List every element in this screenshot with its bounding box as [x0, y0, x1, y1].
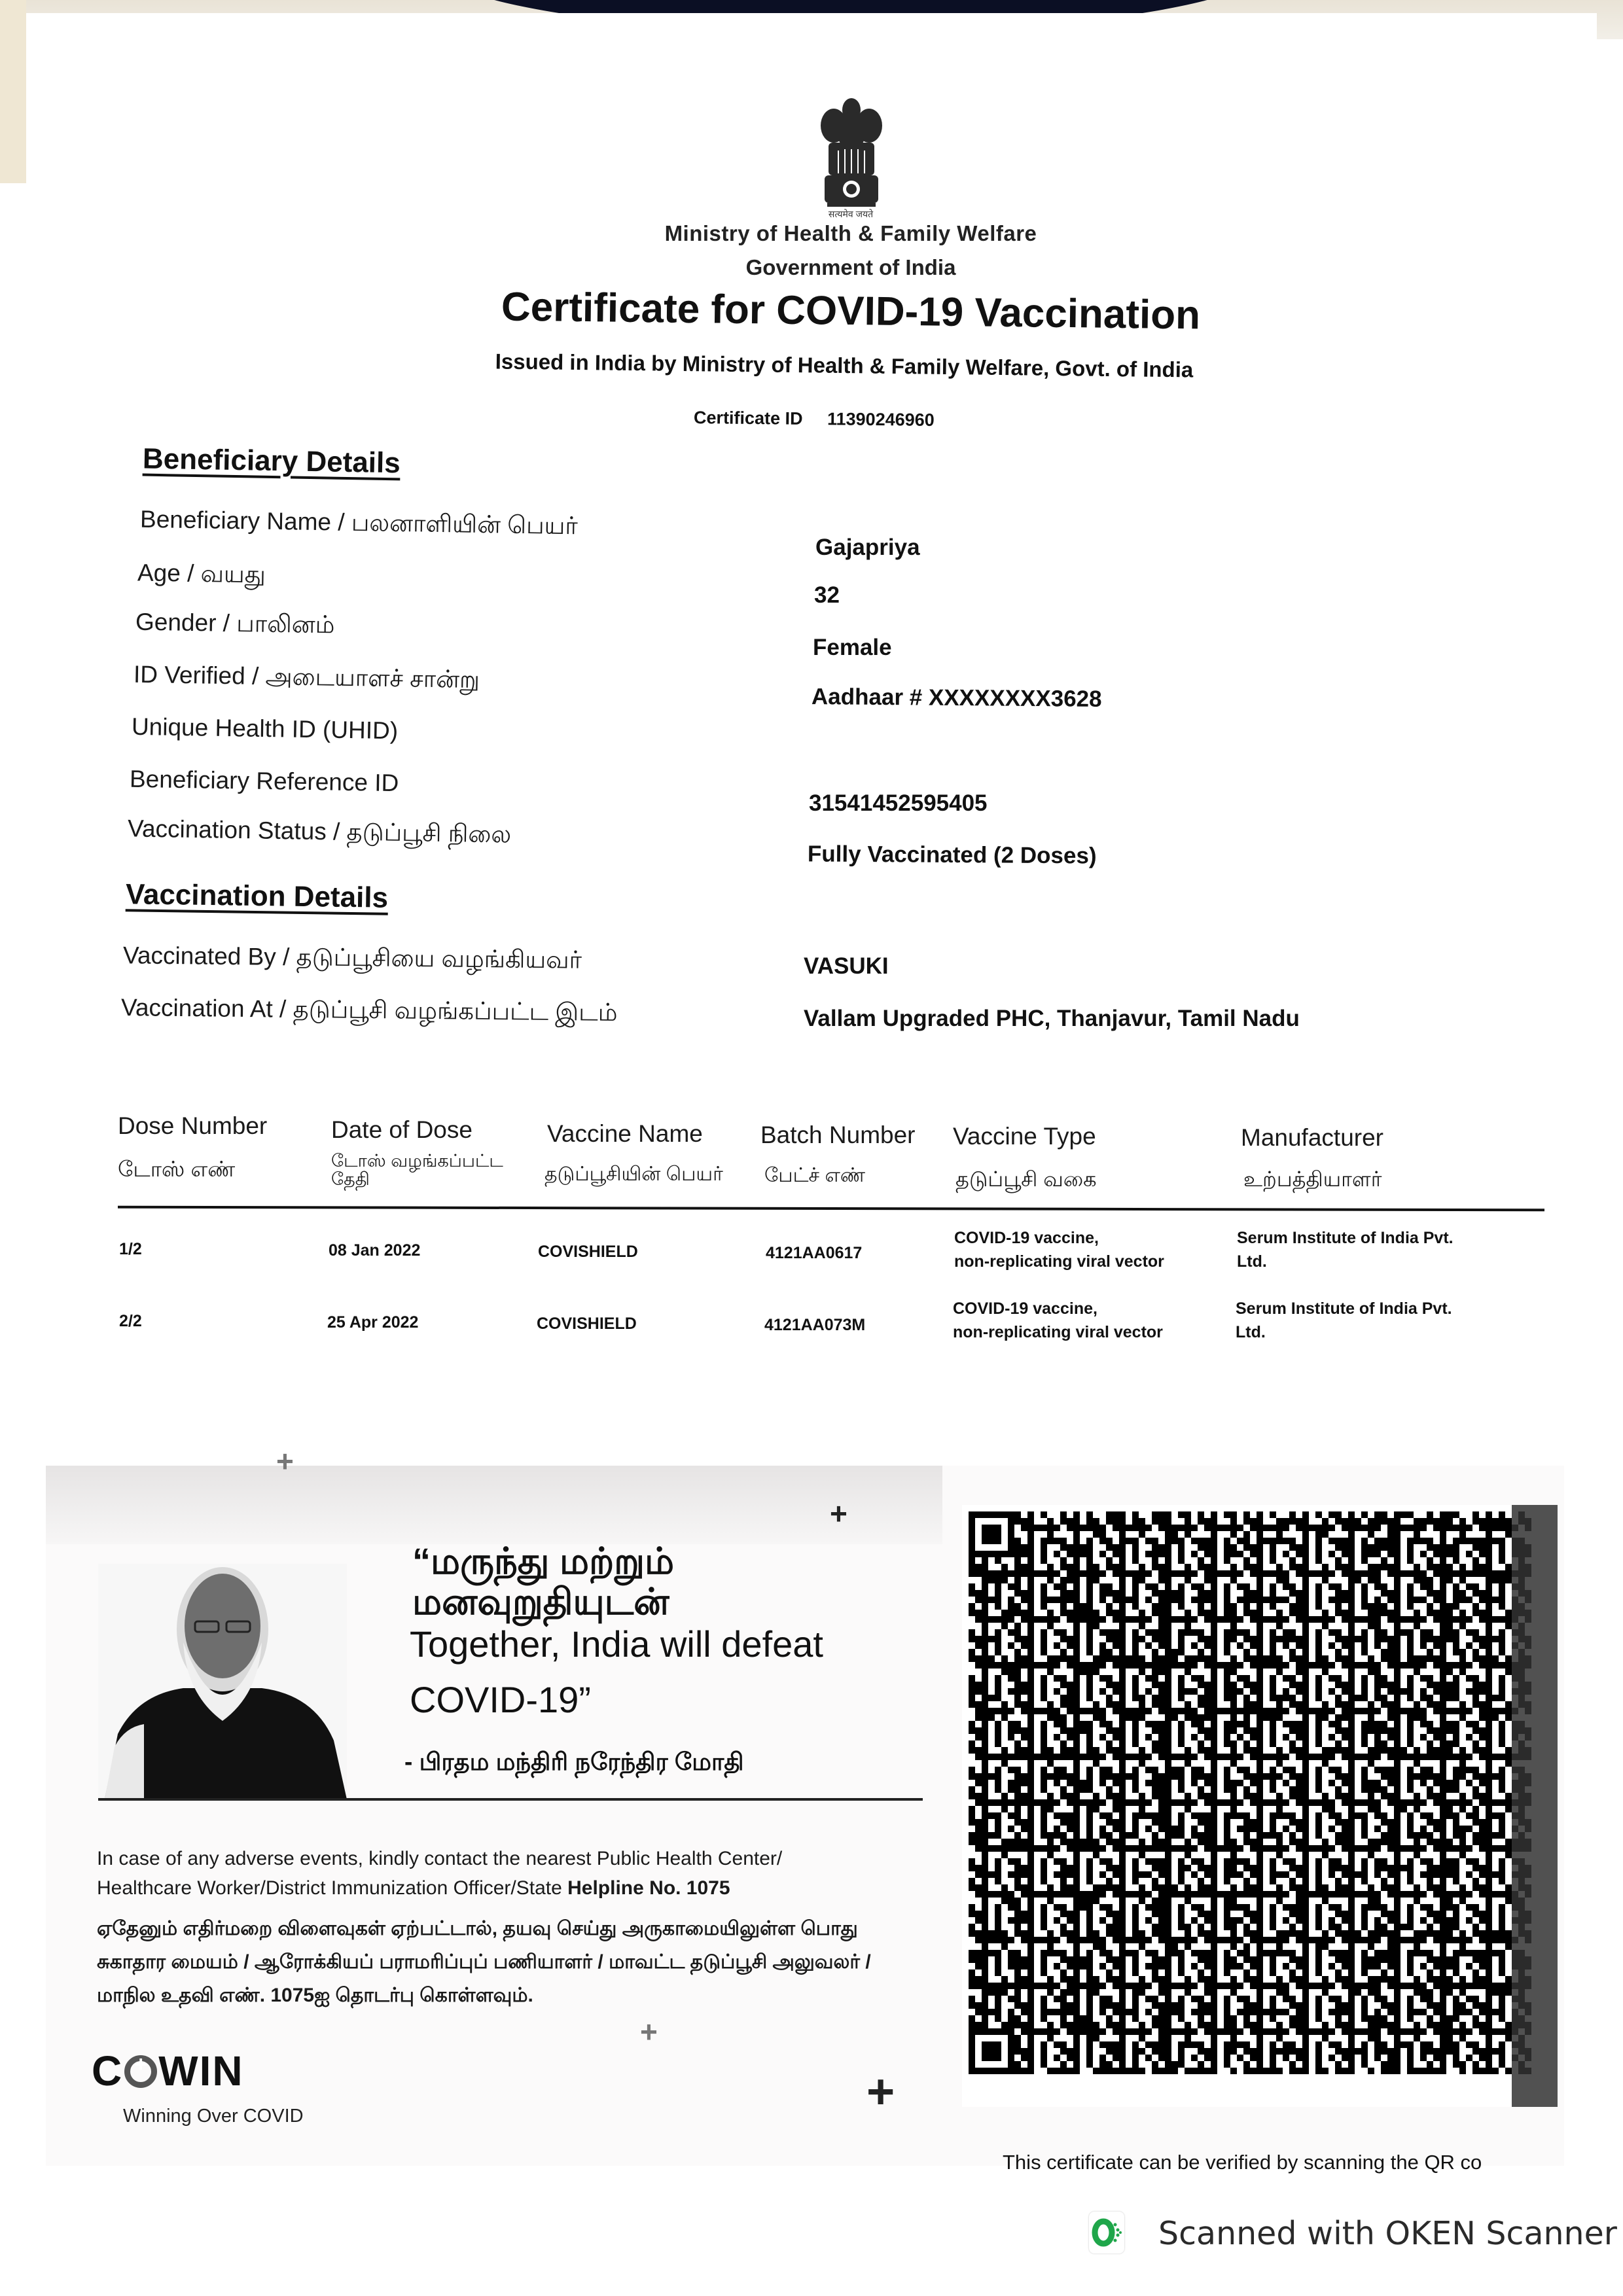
- adverse-tamil-line3: மாநில உதவி எண். 1075ஐ தொடர்பு கொள்ளவும்.: [97, 1985, 533, 2006]
- issued-by: Issued in India by Ministry of Health & Family Welfare, Govt. of India: [495, 349, 1194, 382]
- col-header-date-of-dose: Date of Dose: [331, 1116, 473, 1143]
- quote-tamil: [412, 1541, 674, 1622]
- adverse-english-line1: In case of any adverse events, kindly contact the nearest Public Health Center/: [97, 1848, 783, 1869]
- cell-manufacturer: [1237, 1226, 1454, 1273]
- cell-manufacturer-line1: Serum Institute of India Pvt.: [1237, 1229, 1454, 1247]
- certificate-id-value: 11390246960: [827, 409, 935, 430]
- cell-vaccine-type: [953, 1297, 1163, 1344]
- cowin-logo: [92, 2047, 244, 2095]
- col-header-batch-number-ta: பேட்ச் எண்: [764, 1165, 866, 1186]
- col-header-vaccine-name: Vaccine Name: [547, 1120, 703, 1147]
- national-emblem-icon: [809, 92, 894, 222]
- cell-vaccine-type-line1: COVID-19 vaccine,: [954, 1229, 1099, 1247]
- label-id-verified: ID Verified / அடையாளச் சான்று: [133, 660, 480, 694]
- quote-attribution: - பிரதம மந்திரி நரேந்திர மோதி: [404, 1748, 744, 1775]
- cell-vaccine-type-line1: COVID-19 vaccine,: [953, 1299, 1097, 1318]
- value-vaccination-status: Fully Vaccinated (2 Doses): [807, 841, 1097, 869]
- value-reference-id: 31541452595405: [809, 790, 988, 816]
- card-shade: [46, 1466, 942, 1544]
- cell-manufacturer-line2: Ltd.: [1236, 1323, 1266, 1341]
- oken-logo-icon: [1089, 2212, 1124, 2253]
- registration-mark-icon: +: [276, 1444, 294, 1478]
- prime-minister-portrait: [98, 1564, 347, 1799]
- label-gender: Gender / பாலினம்: [135, 608, 335, 639]
- quote-divider: [98, 1798, 923, 1801]
- cowin-logo-win: WIN: [158, 2047, 244, 2094]
- scan-left-edge: [0, 0, 26, 183]
- cell-vaccine-type: [954, 1226, 1164, 1273]
- certificate-id-row: [694, 408, 935, 431]
- certificate-id-label: Certificate ID: [693, 408, 803, 429]
- value-beneficiary-name: Gajapriya: [815, 535, 920, 560]
- quote-tamil-line1: “மருந்து மற்றும்: [412, 1540, 675, 1581]
- cell-dose-number: 2/2: [119, 1312, 142, 1330]
- cell-vaccine-type-line2: non-replicating viral vector: [953, 1323, 1163, 1341]
- quote-english-line2: COVID-19”: [410, 1679, 591, 1720]
- col-header-manufacturer: Manufacturer: [1241, 1124, 1383, 1151]
- adverse-english-line2-text: Healthcare Worker/District Immunization Officer/State: [97, 1877, 568, 1899]
- label-beneficiary-name: Beneficiary Name / பலனாளியின் பெயர்: [139, 505, 579, 540]
- cell-batch-number: 4121AA0617: [766, 1244, 863, 1262]
- col-header-dose-number: Dose Number: [118, 1112, 268, 1139]
- cell-vaccine-name: COVISHIELD: [537, 1315, 637, 1333]
- quote-english-line1: Together, India will defeat: [410, 1623, 823, 1665]
- cowin-tagline: Winning Over COVID: [123, 2106, 304, 2127]
- helpline-number: Helpline No. 1075: [567, 1877, 730, 1899]
- registration-mark-icon: +: [640, 2015, 658, 2049]
- oken-scanner-logo: [1089, 2212, 1124, 2253]
- qr-code[interactable]: [962, 1505, 1558, 2107]
- cell-manufacturer-line2: Ltd.: [1237, 1252, 1267, 1271]
- col-header-vaccine-name-ta: தடுப்பூசியின் பெயர்: [544, 1163, 723, 1185]
- cell-vaccine-type-line2: non-replicating viral vector: [954, 1252, 1164, 1271]
- cell-manufacturer: [1236, 1297, 1452, 1344]
- cell-date: 08 Jan 2022: [329, 1241, 421, 1260]
- value-vaccinated-by: VASUKI: [804, 953, 889, 979]
- cell-batch-number: 4121AA073M: [764, 1316, 866, 1334]
- label-reference-id: Beneficiary Reference ID: [129, 765, 399, 797]
- cell-vaccine-name: COVISHIELD: [538, 1243, 638, 1261]
- cell-date: 25 Apr 2022: [327, 1313, 419, 1332]
- ministry-name: Ministry of Health & Family Welfare: [664, 221, 1037, 245]
- col-header-manufacturer-ta: உற்பத்தியாளர்: [1243, 1167, 1382, 1191]
- col-header-date-of-dose-ta: டோஸ் வழங்கப்பட்ட தேதி: [331, 1151, 503, 1189]
- col-header-dose-number-ta: டோஸ் எண்: [118, 1157, 236, 1181]
- value-vaccination-at: Vallam Upgraded PHC, Thanjavur, Tamil Nadu: [804, 1006, 1300, 1031]
- value-id-verified: Aadhaar # XXXXXXXX3628: [811, 684, 1102, 712]
- vaccination-details-heading: Vaccination Details: [125, 878, 389, 914]
- registration-mark-icon: +: [866, 2064, 895, 2119]
- adverse-events-tamil: [97, 1912, 948, 2012]
- scanner-watermark: Scanned with OKEN Scanner: [1158, 2215, 1617, 2252]
- quote-tamil-line2: மனவுறுதியுடன்: [412, 1581, 669, 1622]
- col-header-vaccine-type: Vaccine Type: [953, 1123, 1096, 1150]
- value-age: 32: [814, 582, 840, 608]
- col-header-vaccine-type-ta: தடுப்பூசி வகை: [955, 1167, 1097, 1191]
- adverse-events-english: [97, 1844, 915, 1903]
- label-vaccination-status: Vaccination Status / தடுப்பூசி நிலை: [127, 815, 512, 848]
- label-vaccination-at: Vaccination At / தடுப்பூசி வழங்கப்பட்ட இடம்: [120, 994, 618, 1026]
- adverse-tamil-line1: ஏதேனும் எதிர்மறை விளைவுகள் ஏற்பட்டால், தயவு செய்து அருகாமையிலுள்ள பொது: [97, 1918, 858, 1939]
- cowin-cross-o-icon: [124, 2055, 157, 2088]
- emblem-motto: सत्यमेव जयते: [828, 209, 874, 219]
- cell-manufacturer-line1: Serum Institute of India Pvt.: [1236, 1299, 1452, 1318]
- government-name: Government of India: [745, 255, 956, 279]
- col-header-batch-number: Batch Number: [760, 1122, 916, 1148]
- qr-verify-note: This certificate can be verified by scanning the QR co: [1003, 2151, 1482, 2174]
- beneficiary-details-heading: Beneficiary Details: [142, 442, 401, 480]
- value-gender: Female: [813, 635, 892, 660]
- registration-mark-icon: +: [830, 1496, 847, 1530]
- adverse-english-line2: [97, 1873, 915, 1903]
- page-title: Certificate for COVID-19 Vaccination: [501, 284, 1201, 338]
- cowin-logo-c: C: [92, 2047, 124, 2094]
- label-vaccinated-by: Vaccinated By / தடுப்பூசியை வழங்கியவர்: [122, 942, 582, 974]
- cell-dose-number: 1/2: [119, 1240, 142, 1258]
- label-uhid: Unique Health ID (UHID): [131, 713, 399, 745]
- label-age: Age / வயது: [137, 559, 266, 588]
- adverse-tamil-line2: சுகாதார மையம் / ஆரோக்கியப் பராமரிப்புப் பணியாளர் / மாவட்ட தடுப்பூசி அலுவலர் /: [97, 1951, 871, 1973]
